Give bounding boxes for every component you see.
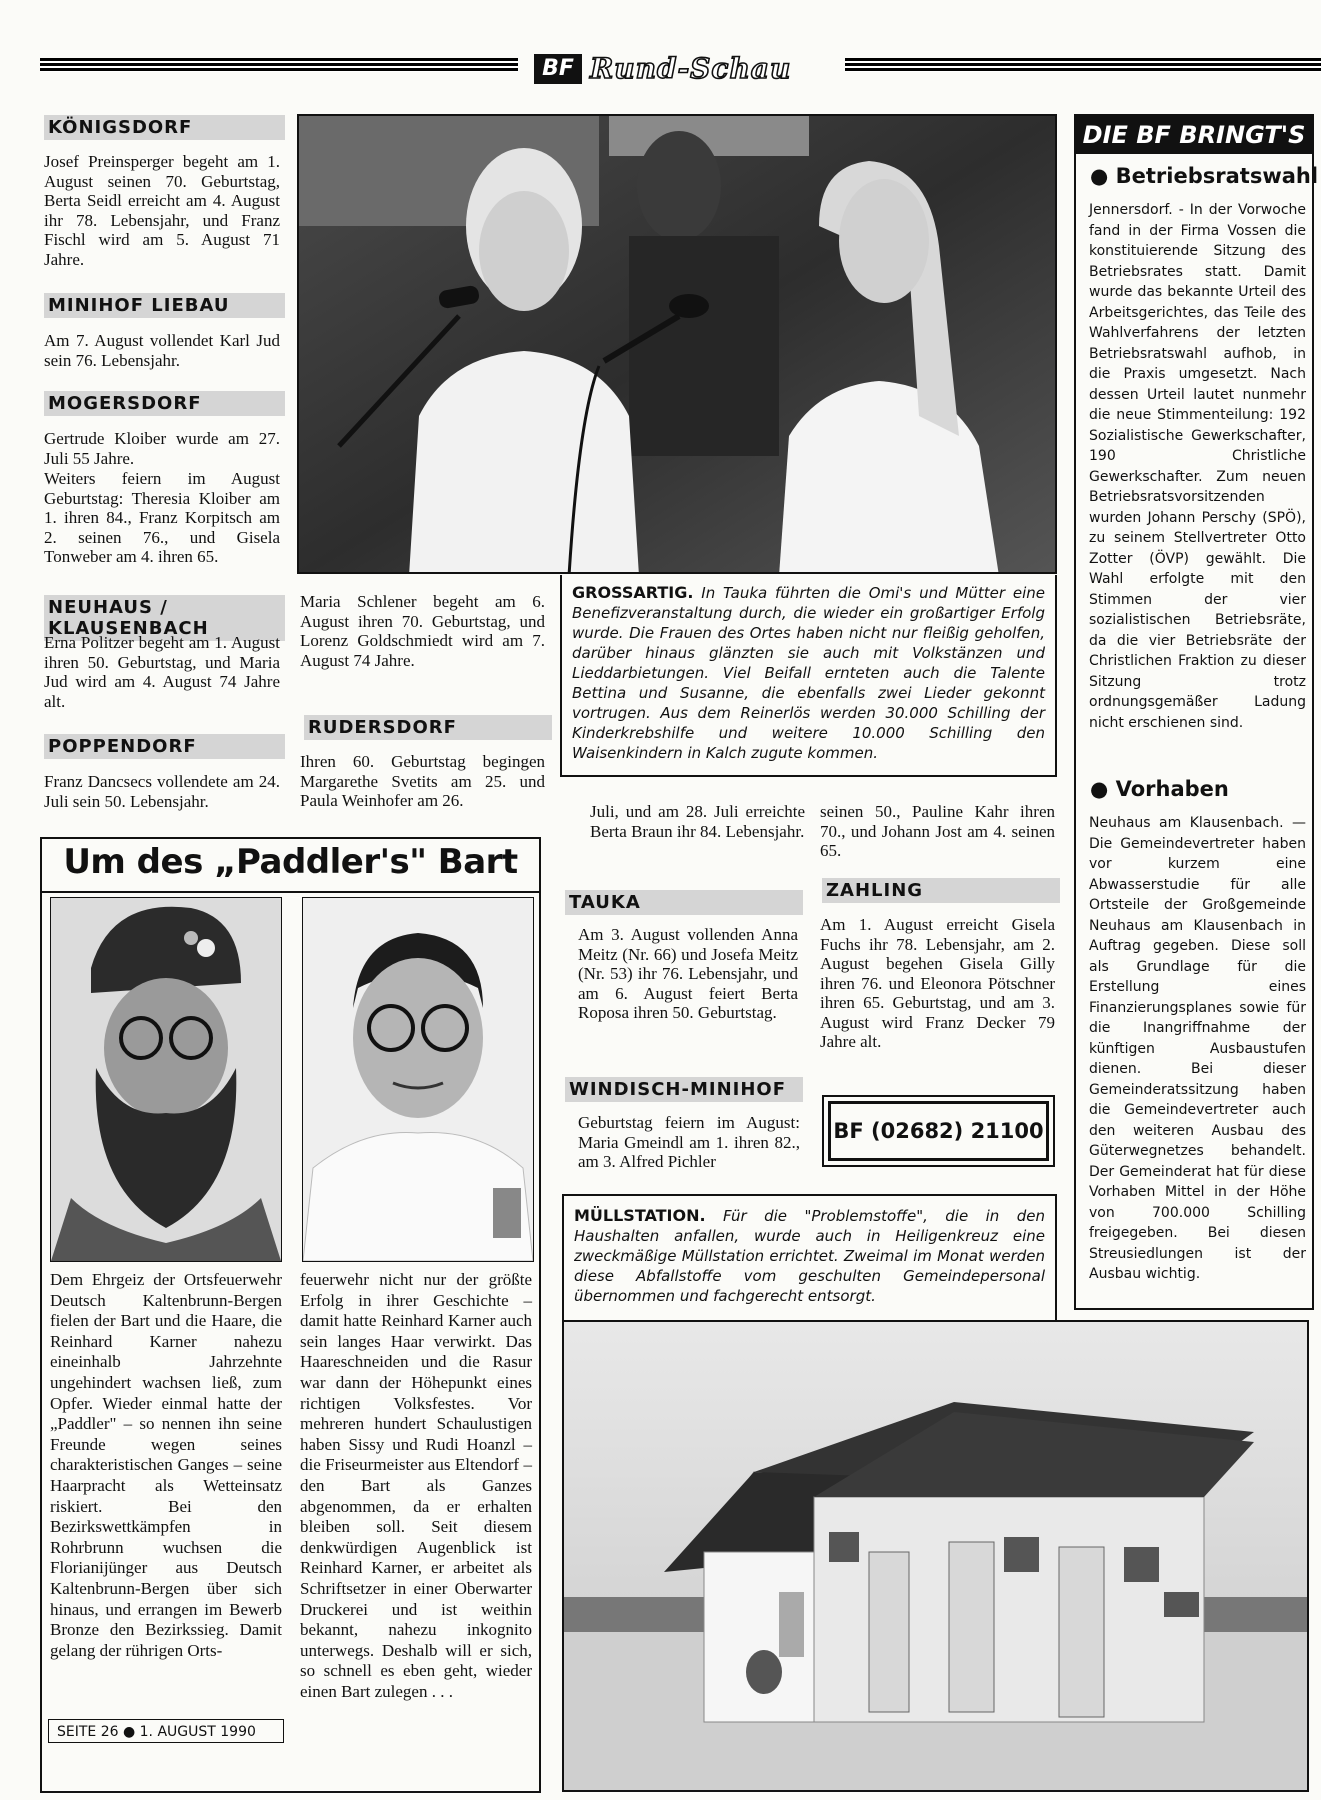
concert-caption-text: In Tauka führten die Omi's und Mütter eine Benefizveranstaltung durch, die wieder ein großartiger Erfolg wurde. Die Frauen des Ortes haben nicht nur fleißig geholfen, darüber hinaus glänzten sie auch mit Volkstänzen und Lieddarbietungen. Viel Beifall ernteten auch die Talente Bettina und Susanne, die ebenfalls zwei Lieder gekonnt vortrugen. Aus dem Reinerlös werden 30.000 Schilling der Kinderkrebshilfe und weitere 10.000 Schilling den Waisenkindern in Kalch zugute kommen. <box>572 584 1045 762</box>
phone-box <box>822 1095 1055 1167</box>
heading-tauka: TAUKA <box>565 890 803 915</box>
bf-text-betriebsratswahl: Jennersdorf. - In der Vorwoche fand in der Firma Vossen die konstituierende Sitzung des Betriebsrates statt. Damit wurde das bekannte Urteil des Arbeitsgerichtes, das Teile des Wahlverfahrens der letzten Betriebsratswahl aufhob, in die Praxis umgesetzt. Nach dessen Urteil lautet nunmehr die neue Stimmenteilung: 192 Sozialistische Gewerkschafter, 190 Christliche Gewerkschafter. Zum neuen Betriebsratsvorsitzenden wurden Johann Perschy (SPÖ), zu seinem Stellvertreter Otto Zotter (ÖVP) gewählt. Die Wahl erfolgte mit den Stimmen der vier sozialistischen Betriebsräte, da die vier Betriebsräte der Christlichen Fraktion zu dieser Sitzung trotz ordnungsgemäßer Ladung nicht erschienen sind. <box>1089 202 1306 731</box>
bf-heading-vorhaben: ● Vorhaben <box>1090 777 1229 801</box>
text-tauka: Am 3. August vollenden Anna Meitz (Nr. 66) und Josefa Meitz (Nr. 53) ihr 76. Lebensjahr, und am 6. August feiert Berta Roposa ihren 50. Geburtstag. <box>578 925 798 1022</box>
paddler-title: Um des „Paddler's" Bart <box>63 842 518 882</box>
paddler-title-rule <box>42 891 539 893</box>
header-rule-left <box>40 58 518 72</box>
bf-box-title: DIE BF BRINGT'S <box>1076 116 1312 154</box>
concert-caption-lead: GROSSARTIG. <box>572 583 694 602</box>
heading-koenigsdorf: KÖNIGSDORF <box>44 115 285 140</box>
paddler-text-col1: Dem Ehrgeiz der Ortsfeuerwehr Deutsch Kaltenbrunn-Bergen fielen der Bart und die Haare, die Reinhard Karner nahezu eineinhalb Jahrzehnte ungehindert wachsen ließ, zum Opfer. Wieder einmal hatte der „Paddler" – so nennen ihn seine Freunde wegen seines charakteristischen Ganges – seine Haarpracht als Wetteinsatz riskiert. Bei den Bezirkswettkämpfen in Rohrbrunn wuchsen die Florianijünger aus Deutsch Kaltenbrunn-Bergen über sich hinaus, und errangen im Bewerb Bronze den Bezirkssieg. Damit gelang der rührigen Orts- <box>50 1270 282 1660</box>
heading-minihof: MINIHOF LIEBAU <box>44 293 285 318</box>
text-rudersdorf: Ihren 60. Geburtstag begingen Margarethe Svetits am 25. und Paula Weinhofer am 26. <box>300 752 545 810</box>
heading-poppendorf: POPPENDORF <box>44 734 285 759</box>
heading-mogersdorf: MOGERSDORF <box>44 391 285 416</box>
muell-caption-lead: MÜLLSTATION. <box>574 1206 706 1225</box>
header-logo: BF <box>534 54 582 84</box>
text-koenigsdorf: Josef Preinsperger begeht am 1. August seinen 70. Geburtstag, Berta Seidl erreicht am 4. August ihr 78. Lebensjahr, und Franz Fischl wird am 5. August 71 Jahre. <box>44 152 280 269</box>
text-kahr: seinen 50., Pauline Kahr ihren 70., und Johann Jost am 4. seinen 65. <box>820 802 1055 860</box>
phone-number: BF (02682) 21100 <box>828 1101 1049 1161</box>
text-mogersdorf-1: Gertrude Kloiber wurde am 27. Juli 55 Jahre. <box>44 429 280 468</box>
bf-heading-betriebsratswahl: ● Betriebsratswahl <box>1090 164 1319 188</box>
text-schlener: Maria Schlener begeht am 6. August ihren 70. Geburtstag, und Lorenz Goldschmiedt wird am 7. August 74 Jahre. <box>300 592 545 670</box>
heading-neuhaus: NEUHAUS / KLAUSENBACH <box>44 595 285 641</box>
heading-rudersdorf: RUDERSDORF <box>304 715 552 740</box>
bullet-icon: ● <box>1090 777 1109 801</box>
text-juli: Juli, und am 28. Juli erreichte Berta Braun ihr 84. Lebensjahr. <box>590 802 805 841</box>
text-minihof: Am 7. August vollendet Karl Jud sein 76. Lebensjahr. <box>44 331 280 370</box>
paddler-text-col2: feuerwehr nicht nur der größte Erfolg in ihrer Geschichte – damit hatte Reinhard Karner auch sein langes Haar verwirkt. Das Haareschneiden und die Rasur war dann der Höhepunkt eines richtigen Volksfestes. Vor mehreren hundert Schaulustigen haben Sissy und Rudi Hoanzl – die Friseurmeister aus Eltendorf – den Bart als Ganzes abgenommen, da er erhalten bleiben soll. Seit diesem denkwürdigen Augenblick ist Reinhard Karner, er arbeitet als Schriftsetzer in einer Oberwarter Druckerei und ist weithin bekannt, nahezu inkognito unterwegs. Deshalb will er sich, so schnell es eben geht, wieder einen Bart zulegen . . . <box>300 1270 532 1701</box>
text-windisch: Geburtstag feiern im August: Maria Gmeindl am 1. ihren 82., am 3. Alfred Pichler <box>578 1113 800 1171</box>
concert-caption-box <box>560 575 1057 777</box>
concert-photo <box>297 114 1057 574</box>
heading-zahling: ZAHLING <box>822 878 1060 903</box>
header-section-title: Rund-Schau <box>590 52 792 85</box>
photo-shaved-man <box>302 897 534 1262</box>
heading-windisch: WINDISCH-MINIHOF <box>565 1077 803 1102</box>
bullet-icon: ● <box>1090 164 1109 188</box>
muell-caption-box <box>562 1194 1057 1320</box>
text-poppendorf: Franz Dancsecs vollendete am 24. Juli sein 50. Lebensjahr. <box>44 772 280 811</box>
bf-text-vorhaben: Neuhaus am Klausenbach. — Die Gemeindevertreter haben vor kurzem eine Abwasserstudie für alle Ortsteile der Großgemeinde Neuhaus am Klausenbach in Auftrag gegeben. Diese soll als Grundlage für die Erstellung eines Finanzierungsplanes sowie für die Inangriffnahme der künftigen Ausbaustufen dienen. Bei dieser Gemeinderatssitzung haben die Gemeindevertreter auch den weiteren Ausbau des Güterwegnetzes behandelt. Der Gemeinderat hat für diese Vorhaben Mittel in der Höhe von 700.000 Schilling freigegeben. Bei diesen Streusiedlungen ist der Ausbau wichtig. <box>1089 815 1306 1282</box>
muellstation-photo <box>562 1320 1309 1792</box>
text-mogersdorf-2: Weiters feiern im August Geburtstag: Theresia Kloiber am 1. ihren 84., Franz Korpitsch am 2. seinen 76., und Gisela Tonweber am 4. ihren 65. <box>44 469 280 566</box>
header-rule-right <box>845 58 1321 72</box>
muell-caption-text: Für die "Problemstoffe", die in den Haushalten anfallen, wurde auch in Heiligenkreuz eine zweckmäßige Müllstation errichtet. Zweimal im Monat werden diese Abfallstoffe vom geschulten Gemeindepersonal übernommen und fachgerecht entsorgt. <box>574 1207 1045 1305</box>
photo-bearded-man <box>50 897 282 1262</box>
text-zahling: Am 1. August erreicht Gisela Fuchs ihr 78. Lebensjahr, am 2. August begehen Gisela Gilly ihren 76. und Eleonora Pötschner ihren 65. Geburtstag, und am 3. August wird Franz Decker 79 Jahre alt. <box>820 915 1055 1051</box>
page-footer: SEITE 26 ● 1. AUGUST 1990 <box>48 1719 284 1743</box>
text-neuhaus: Erna Politzer begeht am 1. August ihren 50. Geburtstag, und Maria Jud wird am 4. August 74 Jahre alt. <box>44 633 280 711</box>
